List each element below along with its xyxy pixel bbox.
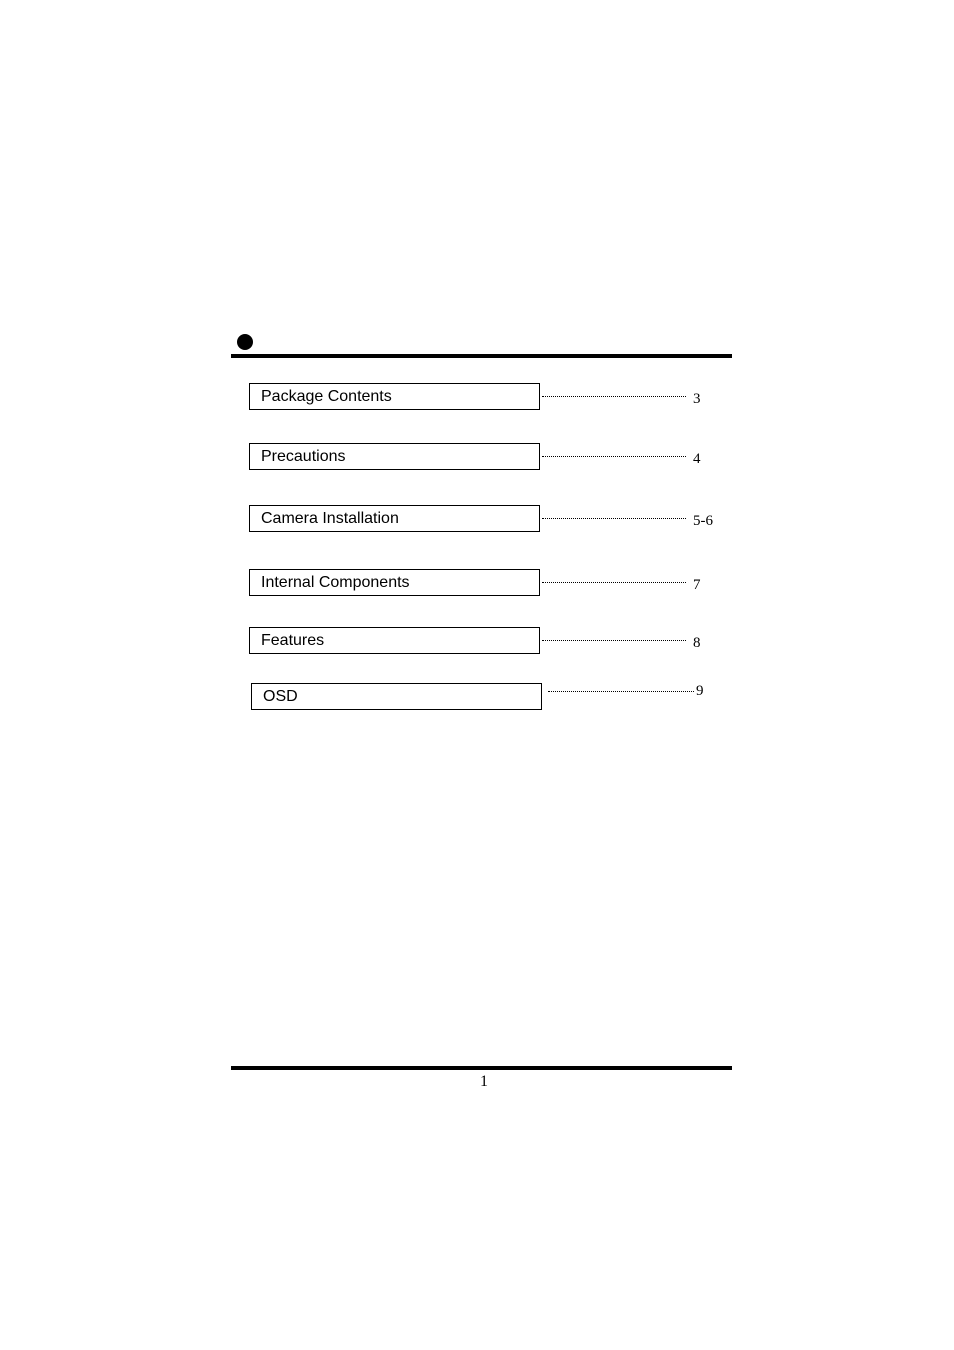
toc-entry-label: OSD bbox=[263, 688, 298, 705]
toc-entry-camera-installation[interactable] bbox=[249, 505, 719, 533]
toc-dot-leader bbox=[542, 456, 686, 457]
toc-entry-package-contents[interactable] bbox=[249, 383, 719, 411]
toc-entry-osd[interactable] bbox=[251, 683, 721, 711]
toc-dot-leader bbox=[542, 396, 686, 397]
toc-entry-page: 4 bbox=[693, 451, 701, 467]
toc-entry-label: Precautions bbox=[261, 448, 346, 465]
heading-bullet-icon bbox=[237, 334, 253, 350]
toc-entry-box bbox=[249, 569, 540, 596]
toc-entry-box bbox=[249, 443, 540, 470]
toc-dot-leader bbox=[548, 691, 694, 692]
toc-entry-precautions[interactable] bbox=[249, 443, 719, 471]
toc-entry-page: 5-6 bbox=[693, 513, 713, 529]
toc-entry-box bbox=[251, 683, 542, 710]
page-number: 1 bbox=[480, 1073, 488, 1090]
top-divider bbox=[231, 354, 732, 358]
toc-dot-leader bbox=[542, 518, 686, 519]
toc-entry-box bbox=[249, 627, 540, 654]
toc-entry-box bbox=[249, 505, 540, 532]
toc-entry-page: 8 bbox=[693, 635, 701, 651]
toc-dot-leader bbox=[542, 582, 686, 583]
toc-dot-leader bbox=[542, 640, 686, 641]
bottom-divider bbox=[231, 1066, 732, 1070]
toc-entry-page: 7 bbox=[693, 577, 701, 593]
toc-entry-features[interactable] bbox=[249, 627, 719, 655]
toc-entry-label: Internal Components bbox=[261, 574, 410, 591]
toc-entry-page: 3 bbox=[693, 391, 701, 407]
toc-entry-label: Features bbox=[261, 632, 325, 649]
toc-entry-box bbox=[249, 383, 540, 410]
toc-entry-page: 9 bbox=[696, 683, 704, 699]
toc-entry-internal-components[interactable] bbox=[249, 569, 719, 597]
toc-entry-label: Package Contents bbox=[261, 388, 392, 405]
toc-entry-label: Camera Installation bbox=[261, 510, 399, 527]
